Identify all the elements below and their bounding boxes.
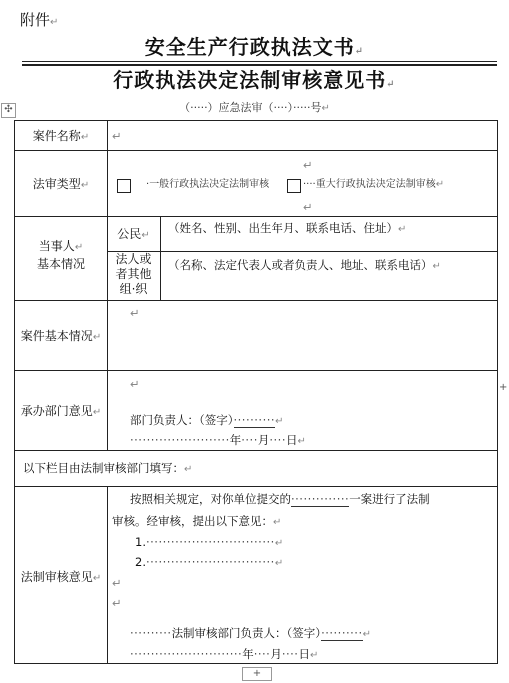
case-basic-field[interactable]: ↵ [130, 306, 140, 320]
form-title: 行政执法决定法制审核意见书↵ [113, 68, 396, 92]
add-column-icon[interactable]: + [499, 382, 508, 393]
row-divider [15, 216, 497, 217]
case-name-label: 案件名称↵ [32, 129, 90, 143]
document-number: （·····）应急法审（····）·····号↵ [179, 101, 330, 114]
legal-review-para2: 审核。经审核，提出以下意见：↵ [112, 514, 282, 528]
row-divider [15, 450, 497, 451]
organization-label: 法人或 者其他 组·织 [115, 252, 152, 296]
column-divider [107, 486, 108, 664]
legal-signer: ··········法制审核部门负责人：（签字）··········↵ [130, 626, 372, 640]
party-info-label: 当事人↵ 基本情况 [36, 239, 85, 271]
paragraph-mark: ↵ [303, 158, 313, 172]
document-title: 安全生产行政执法文书↵ [144, 35, 365, 59]
major-review-checkbox[interactable] [287, 179, 301, 193]
citizen-hint: （姓名、性别、出生年月、联系电话、住址）↵ [168, 221, 407, 235]
legal-review-item-1[interactable]: 1.·······························↵ [135, 535, 284, 549]
dept-signer: 部门负责人：（签字）··········↵ [130, 413, 284, 427]
dept-date: ························年····月····日↵ [130, 433, 306, 447]
dept-opinion-field[interactable]: ↵ [130, 377, 140, 391]
organization-hint: （名称、法定代表人或者负责人、地址、联系电话）↵ [168, 258, 441, 272]
legal-review-para1: 按照相关规定，对你单位提交的··············一案进行了法制 [130, 492, 430, 506]
citizen-label: 公民↵ [117, 227, 150, 241]
column-divider [160, 216, 161, 300]
row-divider [15, 300, 497, 301]
paragraph-mark: ↵ [112, 596, 122, 610]
legal-review-label: 法制审核意见↵ [20, 570, 102, 584]
general-review-checkbox[interactable] [117, 179, 131, 193]
row-divider [107, 251, 497, 252]
major-review-option: ····重大行政执法决定法制审核↵ [303, 179, 445, 190]
title-rule-thin [22, 61, 497, 62]
dept-opinion-label: 承办部门意见↵ [20, 404, 102, 418]
row-divider [15, 370, 497, 371]
legal-date: ···························年····月····日↵ [130, 647, 319, 661]
table-move-handle[interactable]: ✣ [1, 103, 16, 118]
case-name-field[interactable]: ↵ [112, 129, 122, 143]
attachment-label: 附件↵ [20, 11, 59, 29]
row-divider [15, 486, 497, 487]
general-review-option: ·一般行政执法决定法制审核 [146, 179, 270, 190]
paragraph-mark: ↵ [112, 576, 122, 590]
case-basic-label: 案件基本情况↵ [20, 329, 102, 343]
row-divider [15, 150, 497, 151]
legal-review-item-2[interactable]: 2.·······························↵ [135, 555, 284, 569]
paragraph-mark: ↵ [303, 200, 313, 214]
review-type-label: 法审类型↵ [32, 177, 90, 191]
add-row-icon[interactable]: + [242, 667, 272, 681]
fill-note: 以下栏目由法制审核部门填写：↵ [23, 461, 193, 475]
review-form-table [14, 120, 498, 664]
